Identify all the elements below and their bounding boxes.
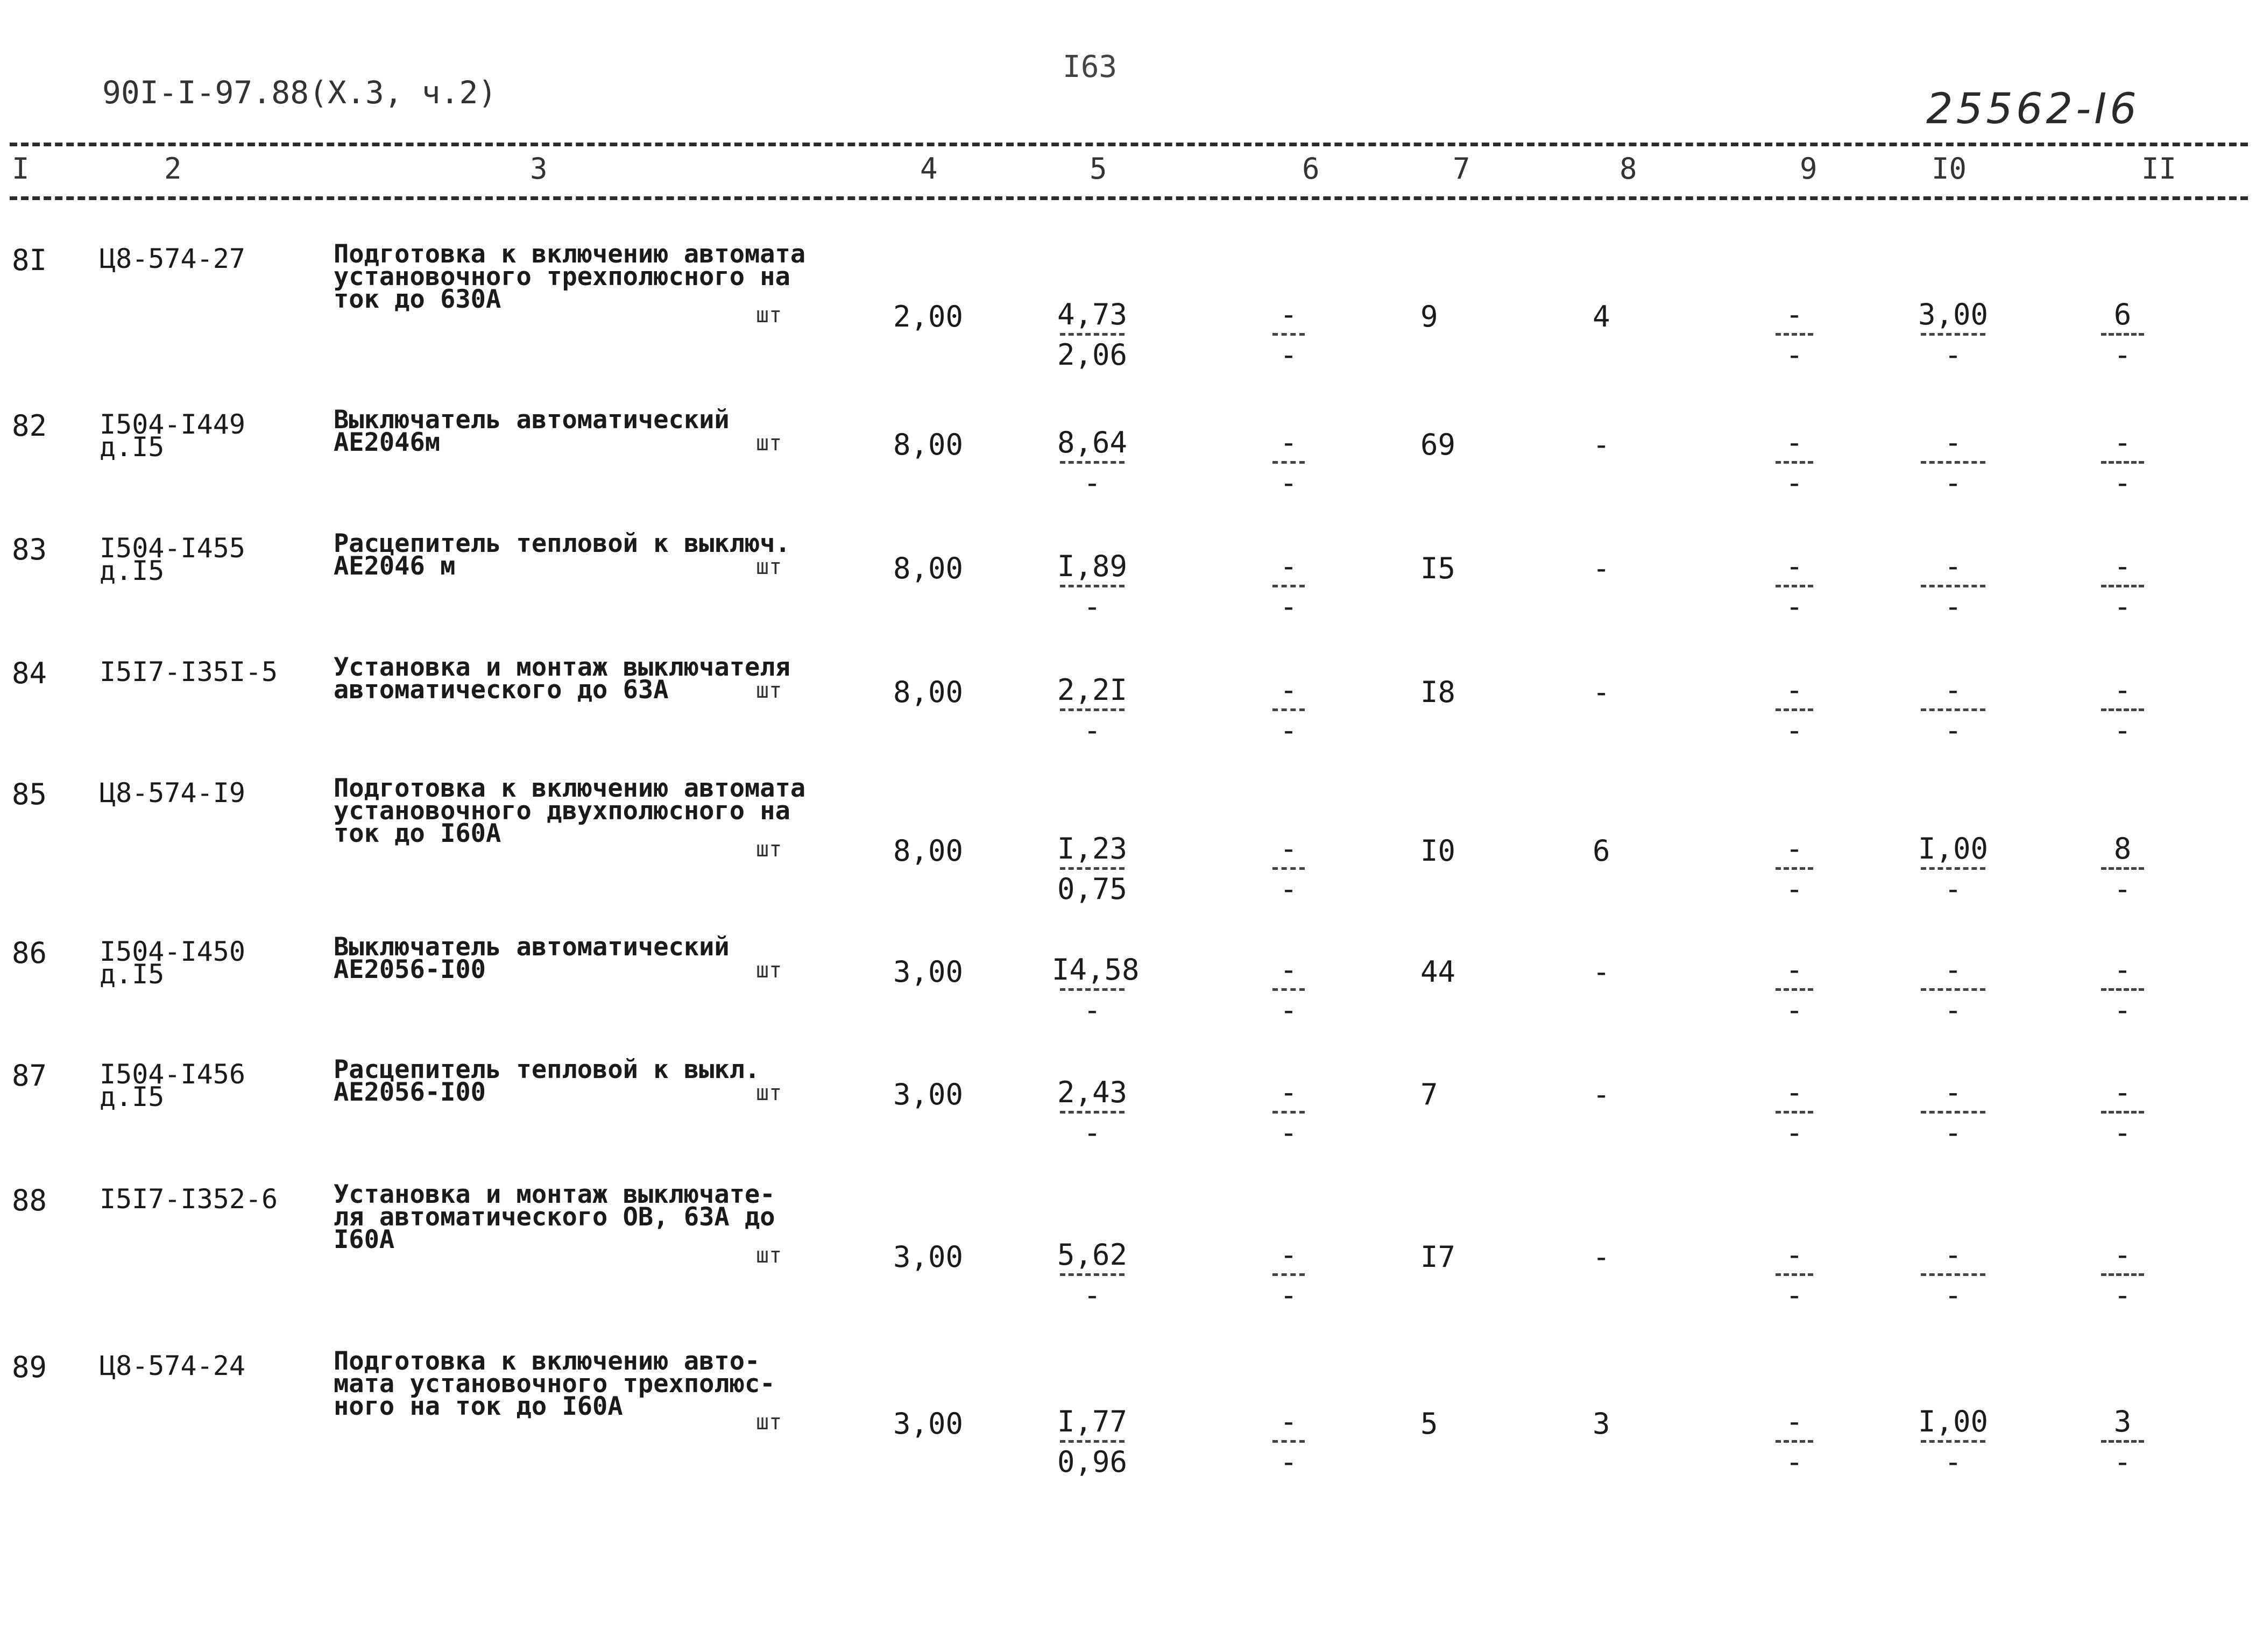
fraction-bar [1272,461,1305,464]
col10-value [1915,834,1991,904]
col11-value-top: - [2113,673,2132,707]
col9-value [1770,551,1819,622]
col10-value-bottom: - [1944,590,1962,623]
col7-value: 5 [1420,1407,1438,1441]
fraction-bar [1060,333,1125,336]
unit-of-measure: шт [756,958,782,983]
work-description: Подготовка к включению автомата [334,239,806,269]
rate-code: д.I5 [100,1081,165,1112]
col10-value-bottom: - [1944,872,1962,906]
fraction-bar [1060,867,1125,870]
work-description: автоматического до 63А [334,675,669,705]
work-description: АЕ2046 м [334,551,456,581]
col10-value-top: - [1944,673,1962,707]
col6-value-bottom: - [1279,713,1298,747]
row-number: 88 [12,1183,47,1217]
fraction-bar [2101,585,2144,587]
col11-value-top: - [2113,953,2132,987]
fraction-bar [1921,1440,1985,1443]
col11-value-top: - [2113,1075,2132,1109]
unit-cost-top: 2,43 [1057,1075,1128,1109]
fraction-bar [1776,1111,1813,1114]
col11-value [2096,1240,2149,1310]
col11-value [2096,551,2149,622]
fraction-bar [1272,867,1305,870]
rate-code: Ц8-574-27 [100,243,245,274]
col9-value-top: - [1785,549,1804,583]
fraction-bar [2101,333,2144,336]
unit-cost-bottom: - [1083,466,1101,500]
work-description: ля автоматического ОВ, 63А до [334,1202,775,1232]
col6-value [1267,675,1310,746]
fraction-bar [1060,1111,1125,1114]
document-reference: 90I-I-97.88(X.3, ч.2) [102,74,497,111]
quantity: 3,00 [893,1077,964,1111]
row-number: 84 [12,656,47,690]
unit-of-measure: шт [756,555,782,579]
unit-cost-bottom: - [1083,590,1101,623]
fraction-bar [2101,867,2144,870]
unit-cost-bottom: 2,06 [1057,338,1128,372]
row-number: 85 [12,777,47,811]
col9-value-bottom: - [1785,1445,1804,1479]
fraction-bar [1060,461,1125,464]
col10-value-top: - [1944,426,1962,459]
col6-value-top: - [1279,832,1298,866]
fraction-bar [1272,708,1305,711]
fraction-bar [1272,1440,1305,1443]
unit-cost-bottom: - [1083,713,1101,747]
col10-value [1915,1240,1991,1310]
col10-value [1915,1407,1991,1477]
fraction-bar [2101,1273,2144,1276]
unit-cost [1052,1407,1133,1477]
col11-value-bottom: - [2113,1278,2132,1312]
col9-value-bottom: - [1785,338,1804,372]
work-description: установочного двухполюсного на [334,796,790,826]
row-number: 8I [12,243,47,277]
unit-cost-top: 5,62 [1057,1238,1128,1272]
unit-of-measure: шт [756,1081,782,1105]
col9-value-bottom: - [1785,1278,1804,1312]
col9-value-top: - [1785,832,1804,866]
quantity: 8,00 [893,551,964,585]
work-description: ток до I60А [334,819,501,848]
col9-value-top: - [1785,953,1804,987]
unit-of-measure: шт [756,837,782,862]
col10-value-top: 3,00 [1918,297,1989,331]
fraction-bar [1921,333,1985,336]
work-description: АЕ2056-I00 [334,955,486,984]
unit-cost-top: 2,2I [1057,673,1128,707]
col11-value-top: 3 [2113,1405,2132,1438]
rate-code: I504-I450 [100,936,245,967]
col6-value-top: - [1279,1075,1298,1109]
col11-value-top: - [2113,426,2132,459]
unit-cost-bottom: 0,96 [1057,1445,1128,1479]
fraction-bar [1921,1111,1985,1114]
col9-value-top: - [1785,1405,1804,1438]
col6-value-top: - [1279,673,1298,707]
quantity: 2,00 [893,300,964,334]
col9-value-top: - [1785,1238,1804,1272]
unit-cost [1052,1077,1133,1148]
col7-value: 44 [1420,955,1456,989]
col10-value-top: I,00 [1918,1405,1989,1438]
rate-code: д.I5 [100,431,165,463]
fraction-bar [1060,988,1125,991]
unit-cost [1052,834,1133,904]
fraction-bar [1272,333,1305,336]
col9-value [1770,955,1819,1025]
col11-value [2096,675,2149,746]
work-description: Выключатель автоматический [334,405,730,435]
quantity: 3,00 [893,1240,964,1274]
unit-of-measure: шт [756,678,782,703]
fraction-bar [1776,708,1813,711]
col6-value-bottom: - [1279,466,1298,500]
col11-value [2096,1407,2149,1477]
quantity: 8,00 [893,428,964,462]
col9-value-bottom: - [1785,466,1804,500]
col10-value-top: - [1944,953,1962,987]
col8-value: - [1593,1240,1610,1274]
rate-code: I5I7-I352-6 [100,1183,278,1215]
fraction-bar [2101,1440,2144,1443]
col9-value [1770,1077,1819,1148]
col10-value-bottom: - [1944,338,1962,372]
col11-value-bottom: - [2113,993,2132,1027]
fraction-bar [1921,461,1985,464]
work-description: Расцепитель тепловой к выкл. [334,1055,760,1084]
fraction-bar [1921,867,1985,870]
unit-cost [1052,675,1133,746]
col9-value-bottom: - [1785,993,1804,1027]
header-rule-top [10,143,2248,146]
col6-value-top: - [1279,297,1298,331]
col6-value [1267,428,1310,498]
col11-value [2096,955,2149,1025]
unit-cost-top: I,89 [1057,549,1128,583]
fraction-bar [1060,1440,1125,1443]
fraction-bar [1272,585,1305,587]
col10-value [1915,297,1991,372]
work-description: I60А [334,1225,395,1254]
col6-value [1267,955,1310,1025]
unit-of-measure: шт [756,303,782,328]
fraction-bar [1776,988,1813,991]
fraction-bar [1272,1111,1305,1114]
col9-value-top: - [1785,426,1804,459]
fraction-bar [2101,988,2144,991]
work-description: АЕ2056-I00 [334,1077,486,1107]
work-description: мата установочного трехполюс- [334,1369,775,1399]
col10-value-bottom: - [1944,1445,1962,1479]
row-number: 82 [12,409,47,443]
col10-value-bottom: - [1944,1116,1962,1150]
col8-value: 6 [1593,834,1610,868]
page-number: I63 [1063,49,1118,84]
column-header-11: II [2141,152,2177,186]
col11-value-bottom: - [2113,713,2132,747]
col10-value [1915,675,1991,746]
column-header-10: I0 [1932,152,1967,186]
rate-code: I504-I456 [100,1059,245,1090]
quantity: 8,00 [893,834,964,868]
col6-value-top: - [1279,1405,1298,1438]
col10-value [1915,1077,1991,1148]
unit-cost-top: I4,58 [1052,953,1140,987]
col9-value-bottom: - [1785,590,1804,623]
col7-value: I5 [1420,551,1456,585]
column-header-5: 5 [1090,152,1107,186]
unit-cost-top: I,23 [1057,832,1128,866]
work-description: Расцепитель тепловой к выключ. [334,529,790,558]
col11-value [2096,297,2149,372]
col11-value-bottom: - [2113,338,2132,372]
col7-value: I7 [1420,1240,1456,1274]
col10-value-bottom: - [1944,1278,1962,1312]
fraction-bar [1060,708,1125,711]
col11-value-bottom: - [2113,1116,2132,1150]
col6-value-bottom: - [1279,872,1298,906]
col9-value [1770,297,1819,372]
header-rule-bottom [10,196,2248,200]
col6-value [1267,834,1310,904]
column-header-8: 8 [1619,152,1637,186]
col8-value: 3 [1593,1407,1610,1441]
unit-of-measure: шт [756,1410,782,1435]
work-description: установочного трехполюсного на [334,262,790,292]
col7-value: I8 [1420,675,1456,709]
col6-value-bottom: - [1279,1116,1298,1150]
column-header-2: 2 [164,152,182,186]
row-number: 89 [12,1350,47,1384]
rate-code: Ц8-574-24 [100,1350,245,1381]
fraction-bar [1921,708,1985,711]
col10-value-bottom: - [1944,993,1962,1027]
col6-value-top: - [1279,549,1298,583]
col6-value-top: - [1279,953,1298,987]
work-description: Установка и монтаж выключателя [334,653,790,682]
quantity: 3,00 [893,1407,964,1441]
unit-cost [1052,428,1133,498]
col7-value: 69 [1420,428,1456,462]
rate-code: д.I5 [100,959,165,990]
col9-value-top: - [1785,673,1804,707]
column-header-9: 9 [1800,152,1817,186]
fraction-bar [1776,461,1813,464]
column-header-4: 4 [920,152,938,186]
col11-value-top: - [2113,1238,2132,1272]
col6-value-bottom: - [1279,338,1298,372]
col6-value-top: - [1279,426,1298,459]
rate-code: Ц8-574-I9 [100,777,245,809]
work-description: Подготовка к включению авто- [334,1346,760,1376]
col9-value [1770,675,1819,746]
unit-cost [1052,551,1133,622]
col9-value [1770,1407,1819,1477]
fraction-bar [1921,585,1985,587]
col8-value: 4 [1593,300,1610,334]
col8-value: - [1593,1077,1610,1111]
unit-cost-bottom: - [1083,1116,1101,1150]
col7-value: 7 [1420,1077,1438,1111]
col8-value: - [1593,428,1610,462]
col6-value-bottom: - [1279,1278,1298,1312]
fraction-bar [1272,988,1305,991]
row-number: 86 [12,936,47,970]
unit-of-measure: шт [756,1243,782,1268]
col6-value-bottom: - [1279,590,1298,623]
column-header-3: 3 [530,152,548,186]
unit-cost [1052,953,1140,1027]
fraction-bar [1921,1273,1985,1276]
col6-value [1267,1407,1310,1477]
col11-value-bottom: - [2113,1445,2132,1479]
column-header-7: 7 [1453,152,1470,186]
document-code: 25562-I6 [1926,85,2140,133]
rate-code: I504-I455 [100,533,245,564]
col8-value: - [1593,955,1610,989]
col10-value [1915,428,1991,498]
col10-value [1915,551,1991,622]
fraction-bar [2101,708,2144,711]
row-number: 83 [12,533,47,566]
work-description: ток до 630А [334,285,501,314]
col9-value [1770,1240,1819,1310]
col10-value-top: - [1944,1075,1962,1109]
unit-cost-bottom: - [1083,993,1101,1027]
work-description: ного на ток до I60А [334,1392,623,1421]
col10-value-bottom: - [1944,466,1962,500]
unit-cost-bottom: - [1083,1278,1101,1312]
col11-value-bottom: - [2113,466,2132,500]
col7-value: 9 [1420,300,1438,334]
unit-cost-top: I,77 [1057,1405,1128,1438]
col11-value-top: 6 [2113,297,2132,331]
fraction-bar [1060,585,1125,587]
unit-cost-top: 4,73 [1057,297,1128,331]
fraction-bar [1921,988,1985,991]
row-number: 87 [12,1059,47,1093]
col6-value-bottom: - [1279,1445,1298,1479]
fraction-bar [1272,1273,1305,1276]
col10-value [1915,955,1991,1025]
unit-cost [1052,1240,1133,1310]
fraction-bar [2101,1111,2144,1114]
col11-value [2096,834,2149,904]
rate-code: д.I5 [100,555,165,586]
col7-value: I0 [1420,834,1456,868]
fraction-bar [2101,461,2144,464]
fraction-bar [1776,1273,1813,1276]
fraction-bar [1776,333,1813,336]
col11-value-bottom: - [2113,872,2132,906]
quantity: 3,00 [893,955,964,989]
col11-value [2096,428,2149,498]
rate-code: I5I7-I35I-5 [100,656,278,687]
work-description: Установка и монтаж выключате- [334,1180,775,1209]
column-header-1: I [12,152,30,186]
col11-value [2096,1077,2149,1148]
col10-value-top: I,00 [1918,832,1989,866]
col9-value-top: - [1785,1075,1804,1109]
col11-value-top: - [2113,549,2132,583]
col10-value-top: - [1944,1238,1962,1272]
col6-value [1267,551,1310,622]
quantity: 8,00 [893,675,964,709]
col6-value [1267,1077,1310,1148]
col11-value-bottom: - [2113,590,2132,623]
col8-value: - [1593,675,1610,709]
col6-value-bottom: - [1279,993,1298,1027]
fraction-bar [1060,1273,1125,1276]
work-description: АЕ2046м [334,428,441,457]
rate-code: I504-I449 [100,409,245,440]
work-description: Выключатель автоматический [334,932,730,962]
col11-value-top: 8 [2113,832,2132,866]
col6-value [1267,297,1310,372]
col6-value-top: - [1279,1238,1298,1272]
unit-cost-top: 8,64 [1057,426,1128,459]
col8-value: - [1593,551,1610,585]
col9-value-bottom: - [1785,713,1804,747]
col9-value [1770,834,1819,904]
col9-value [1770,428,1819,498]
fraction-bar [1776,585,1813,587]
col9-value-top: - [1785,297,1804,331]
fraction-bar [1776,1440,1813,1443]
col6-value [1267,1240,1310,1310]
col9-value-bottom: - [1785,1116,1804,1150]
col9-value-bottom: - [1785,872,1804,906]
work-description: Подготовка к включению автомата [334,774,806,803]
unit-of-measure: шт [756,431,782,456]
fraction-bar [1776,867,1813,870]
column-header-6: 6 [1302,152,1320,186]
col10-value-top: - [1944,549,1962,583]
unit-cost [1052,297,1133,372]
unit-cost-bottom: 0,75 [1057,872,1128,906]
col10-value-bottom: - [1944,713,1962,747]
